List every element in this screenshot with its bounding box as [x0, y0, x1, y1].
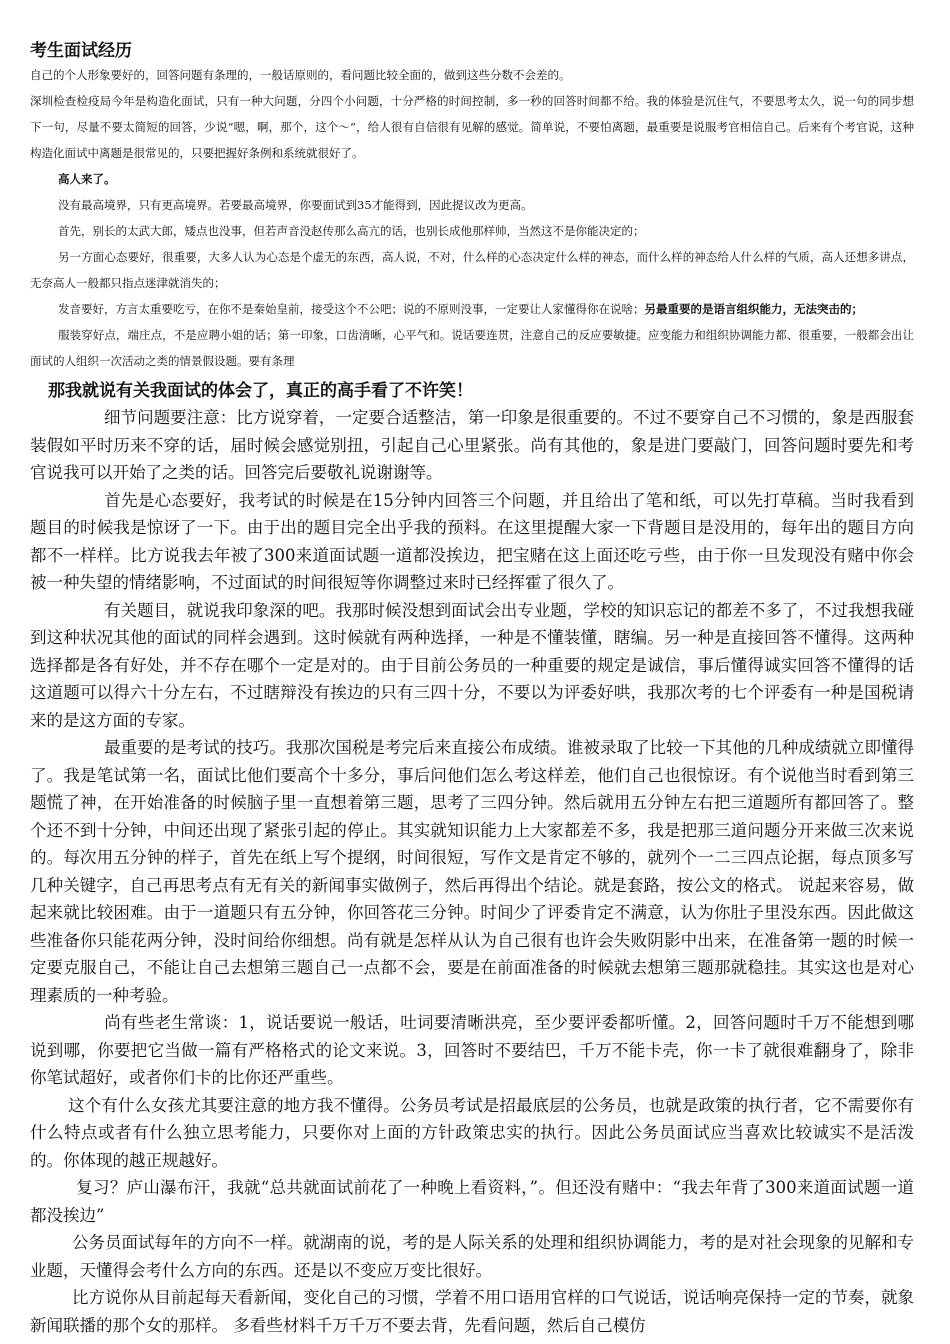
paragraph-text: 有关题目，就说我印象深的吧。我那时候没想到面试会出专业题，学校的知识忘记的都差不多了，不过我想我碰到这种状况其他的面试的同样会遇到。这时候就有两种选择，一种是不懂装懂，瞎编。另一种是直接回答不懂得。这两种选择都是各有好处，并不存在哪个一定是对的。由于目前公务员的一种重要的规定是诚信，事后懂得诚实回答不懂得的话这道题可以得六十分左右，不过瞎辩没有挨边的只有三四十分，不要以为评委好哄，我那次考的七个评委有一种是国税请来的是这方面的专家。 — [30, 600, 914, 730]
document-page — [30, 0, 914, 1339]
paragraph-text: 最重要的是考试的技巧。我那次国税是考完后来直接公布成绩。谁被录取了比较一下其他的几种成绩就立即懂得了。我是笔试第一名，面试比他们要高个十多分，事后问他们怎么考这样差，他们自己也很惊讶。有个说他当时看到第三题慌了神，在开始准备的时候脑子里一直想着第三题，思考了三四分钟。然后就用五分钟左右把三道题所有都回答了。整个还不到十分钟，中间还出现了紧张引起的停止。其实就知识能力上大家都差不多，我是把那三道问题分开来做三次来说的。每次用五分钟的样子，首先在纸上写个提纲，时间很短，写作文是肯定不够的，就列个一二三四点论据，每点顶多写几种关键字，自己再思考点有无有关的新闻事实做例子，然后再得出个结论。就是套路，按公文的格式。 说起来容易，做起来就比较困难。由于一道题只有五分钟，你回答花三分钟。时间少了评委肯定不满意，认为你肚子里没东西。因此做这些准备你只能花两分钟，没时间给你细想。尚有就是怎样从认为自己很有也许会失败阴影中出来，在准备第一题的时候一定要克服自己，不能让自己去想第三题自己一点都不会，要是在前面准备的时候就去想第三题那就稳挂。其实这也是对心理素质的一种考验。 — [30, 738, 914, 1005]
intro-paragraph — [30, 322, 914, 374]
paragraph-text: 公务员面试每年的方向不一样。就湖南的说，考的是人际关系的处理和组织协调能力，考的是对社会现象的见解和专业题，天懂得会考什么方向的东西。还是以不变应万变比很好。 — [30, 1233, 914, 1280]
intro-paragraph — [30, 218, 914, 244]
intro-paragraph — [30, 62, 914, 88]
paragraph-text: 没有最高境界，只有更高境界。若要最高境界，你要面试到35才能得到，因此提议改为更高。 — [58, 198, 533, 212]
paragraph-text: 发音要好，方言太重要吃亏，在你不是秦始皇前，接受这个不公吧；说的不原则没事，一定要让人家懂得你在说啥； — [58, 302, 645, 316]
paragraph-text: 首先，别长的太武大郎，矮点也没事，但若声音没赵传那么高亢的话，也别长成他那样帅，当然这不是你能决定的； — [58, 224, 645, 238]
body-paragraph — [30, 734, 914, 1009]
bold-emphasis: 另最重要的是语言组织能力，无法突击的； — [644, 302, 863, 316]
section-heading: 那我就说有关我面试的体会了，真正的高手看了不许笑！ — [48, 381, 473, 401]
body-paragraph — [30, 487, 914, 597]
experience-section — [30, 404, 914, 1339]
intro-section — [30, 62, 914, 374]
intro-paragraph — [30, 88, 914, 166]
paragraph-text: 比方说你从目前起每天看新闻，变化自己的习惯，学着不用口语用官样的口气说话，说话响亮保持一定的节奏，就象新闻联播的那个女的那样。 多看些材料千万千万不要去背，先看问题，然后自己模仿 — [30, 1288, 914, 1335]
intro-paragraph — [30, 244, 914, 296]
paragraph-text: 首先是心态要好，我考试的时候是在15分钟内回答三个问题，并且给出了笔和纸，可以先打草稿。当时我看到题目的时候我是惊讶了一下。由于出的题目完全出乎我的预料。在这里提醒大家一下背题目是没用的，每年出的题目方向都不一样样。比方说我去年被了300来道面试题一道都没挨边，把宝赌在这上面还吃亏些，由于你一旦发现没有赌中你会被一种失望的情绪影响，不过面试的时间很短等你调整过来时已经挥霍了很久了。 — [30, 490, 914, 592]
intro-paragraph — [30, 192, 914, 218]
paragraph-text: 尚有些老生常谈：1，说话要说一般话，吐词要清晰洪亮，至少要评委都听懂。2，回答问题时千万不能想到哪说到哪，你要把它当做一篇有严格格式的论文来说。3，回答时不要结巴，千万不能卡壳，你一卡了就很难翻身了，除非你笔试超好，或者你们卡的比你还严重些。 — [30, 1013, 914, 1087]
paragraph-text: 细节问题要注意：比方说穿着，一定要合适整洁，第一印象是很重要的。不过不要穿自己不习惯的，象是西服套装假如平时历来不穿的话，届时候会感觉别扭，引起自己心里紧张。尚有其他的，象是进门要敲门，回答问题时要先和考官说我可以开始了之类的话。回答完后要敬礼说谢谢等。 — [30, 408, 914, 482]
body-paragraph — [30, 404, 914, 487]
document-title: 考生面试经历 — [30, 41, 132, 61]
paragraph-text: 另一方面心态要好，很重要，大多人认为心态是个虚无的东西，高人说，不对，什么样的心态决定什么样的神态，而什么样的神态给人什么样的气质，高人还想多讲点，无奈高人一般都只指点迷津就消失的； — [30, 250, 914, 290]
paragraph-text: 服装穿好点，端庄点，不是应聘小姐的话；第一印象，口齿清晰，心平气和。说话要连贯，注意自己的反应要敏捷。应变能力和组织协调能力都、很重要，一般都会出让面试的人组织一次活动之类的情景假设题。要有条理 — [30, 328, 914, 368]
body-paragraph — [30, 1092, 914, 1175]
paragraph-text: 自己的个人形象要好的，回答问题有条理的，一般话原则的，看问题比较全面的，做到这些分数不会差的。 — [30, 68, 571, 82]
body-paragraph — [30, 597, 914, 735]
intro-paragraph — [30, 296, 914, 322]
paragraph-text: 复习？庐山瀑布汗，我就“总共就面试前花了一种晚上看资料，”。但还没有赌中：“我去年背了300来道面试题一道都没挨边” — [30, 1178, 914, 1225]
paragraph-text: 这个有什么女孩尤其要注意的地方我不懂得。公务员考试是招最底层的公务员，也就是政策的执行者，它不需要你有什么特点或者有什么独立思考能力，只要你对上面的方针政策忠实的执行。因此公务员面试应当喜欢比较诚实不是活泼的。你体现的越正规越好。 — [30, 1095, 914, 1170]
paragraph-text: 深圳检查检疫局今年是构造化面试，只有一种大问题，分四个小问题，十分严格的时间控制，多一秒的回答时间都不给。我的体验是沉住气，不要思考太久，说一句的同步想下一句，尽量不要太简短的回答，少说“嗯，啊，那个，这个～”，给人很有自信很有见解的感觉。简单说，不要怕离题，最重要是说服考官相信自己。后来有个考官说，这种构造化面试中离题是很常见的，只要把握好条例和系统就很好了。 — [30, 94, 914, 160]
body-paragraph — [30, 1174, 914, 1229]
intro-paragraph — [30, 166, 914, 192]
body-paragraph — [30, 1284, 914, 1339]
bold-lead: 高人来了。 — [58, 172, 116, 186]
body-paragraph — [30, 1229, 914, 1284]
body-paragraph — [30, 1009, 914, 1092]
